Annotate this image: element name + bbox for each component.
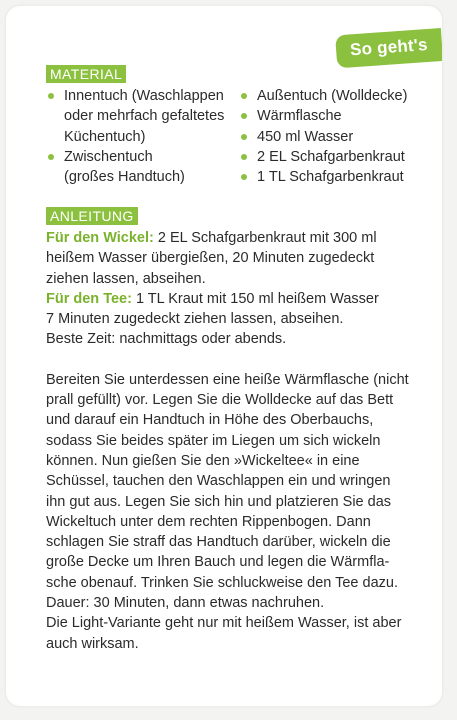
list-item [239,86,429,106]
text-line: können. Nun gießen Sie den »Wickeltee« in eine [46,452,360,469]
text-line: Schüssel, tauchen den Waschlappen ein und wringen [46,473,391,490]
wickel-paragraph [46,228,441,289]
text-line: Bereiten Sie unterdessen eine heiße Wärmflasche (nicht [46,371,409,388]
text-line: schlagen Sie straff das Handtuch darüber, wickeln die [46,534,391,551]
list-item [239,147,429,167]
bullet-dot-icon [241,113,247,119]
material-list-right [239,86,429,187]
bullet-dot-icon [241,154,247,160]
list-item [239,106,429,126]
material-list-left [46,86,242,187]
so-gehts-badge: So geht's [335,28,442,68]
bullet-dot-icon [48,154,54,160]
recipe-card [6,6,442,706]
wickel-label: Für den Wickel: [46,230,154,246]
beste-zeit: Beste Zeit: nachmittags oder abends. [46,331,287,348]
text-line: und darauf ein Handtuch in Höhe des Oberbauchs, [46,412,374,429]
list-item-line: 450 ml Wasser [257,128,354,145]
text-line: 7 Minuten zugedeckt ziehen lassen, abseihen. [46,311,344,328]
text-line: sodass Sie beides später im Liegen um sich wickeln [46,432,381,449]
text-line: heißem Wasser übergießen, 20 Minuten zugedeckt [46,250,375,267]
tee-paragraph [46,289,441,330]
list-item-line: (großes Handtuch) [64,169,185,186]
list-item-line: 1 TL Schafgarbenkraut [257,169,404,186]
instructions-text [46,228,441,654]
text-line: ihn gut aus. Legen Sie sich hin und platzieren Sie das [46,493,392,510]
list-item-line: Innentuch (Waschlappen [64,88,224,104]
text-line: ziehen lassen, abseihen. [46,270,206,287]
bullet-dot-icon [48,93,54,99]
text-line: auch wirksam. [46,635,139,652]
text-line: Die Light-Variante geht nur mit heißem Wasser, ist aber [46,615,402,632]
list-item-line: Küchentuch) [64,128,146,145]
list-item [239,167,429,187]
text-line: sche obenauf. Trinken Sie schluckweise den Tee dazu. [46,574,398,591]
list-item-line: Außentuch (Wolldecke) [257,88,408,104]
text-line: 2 EL Schafgarbenkraut mit 300 ml [153,230,377,246]
bullet-dot-icon [241,174,247,180]
list-item-line: 2 EL Schafgarbenkraut [257,148,405,165]
list-item [46,86,242,147]
list-item-line: Wärmflasche [257,108,342,125]
tee-label: Für den Tee: [46,290,132,307]
bullet-dot-icon [241,134,247,140]
list-item-line: Zwischentuch [64,148,153,165]
bullet-dot-icon [241,93,247,99]
material-heading: MATERIAL [46,65,126,83]
text-line: Wickeltuch unter dem rechten Rippenbogen. Dann [46,513,371,530]
text-line: Dauer: 30 Minuten, dann etwas nachruhen. [46,595,325,612]
list-item-line: oder mehrfach gefaltetes [64,108,225,125]
anleitung-heading: ANLEITUNG [46,207,138,225]
text-line: prall gefüllt) vor. Legen Sie die Wolldecke auf das Bett [46,392,394,409]
body-paragraph [46,370,441,654]
list-item [239,127,429,147]
text-line: große Decke um Ihren Bauch und legen die Wärmfla- [46,554,390,571]
list-item [46,147,242,188]
text-line: 1 TL Kraut mit 150 ml heißem Wasser [131,290,379,307]
